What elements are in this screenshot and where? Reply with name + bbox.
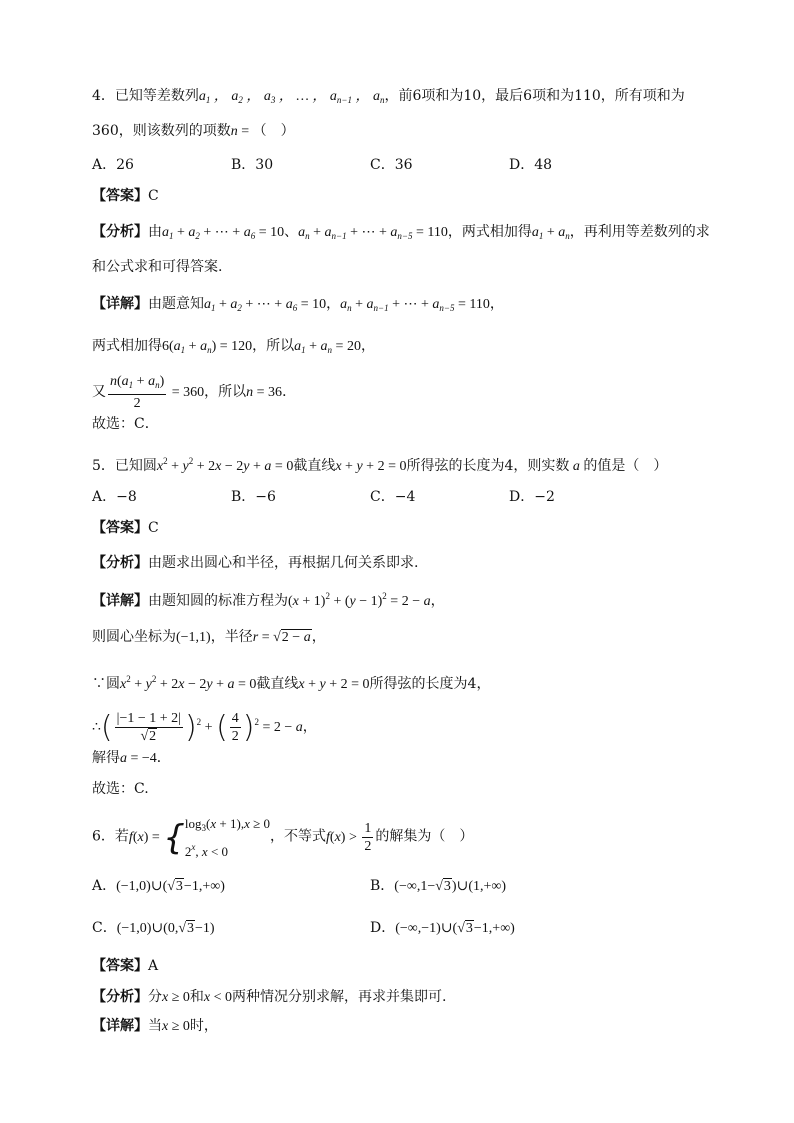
q5-center-coord: (−1,1) [176, 630, 211, 645]
q5-choice: 故选：C. [92, 781, 149, 797]
q4-analysis-mid: ，两式相加得 [447, 224, 532, 240]
q5-detail-line4 [92, 700, 317, 750]
q6-case2: x < 0 [203, 990, 233, 1005]
q4-option-a: A．26 [92, 157, 134, 173]
q5-stem-mid1: 截直线 [293, 458, 336, 474]
q4-step3-pre: 又 [92, 384, 106, 400]
q5-var-a: a [569, 459, 584, 474]
q4-sequence-terms: $a_1$ ， $a_2$ ， $a_3$ ， … ， $a_{n-1}$ ， $a_n$ [198, 89, 385, 105]
q6-option-a-label: A． [92, 878, 117, 894]
q4-analysis-pre: 由 [148, 224, 162, 240]
q5-stem-pre: 5．已知圆 [92, 458, 157, 474]
q5-stem-post: 的值是（ ） [583, 458, 668, 474]
q4-blank: （ ） [252, 123, 295, 139]
q6-analysis-label: 【分析】 [92, 989, 148, 1005]
q4-analysis-eq1: $a_1 + a_2$ + ⋯ + $a_6 = 10$ [162, 225, 285, 241]
q6-detail-post: 时， [189, 1018, 218, 1034]
q5-because-pre: 圆 [106, 676, 120, 692]
q5-because-icon: ∵ [92, 676, 106, 692]
q4-answer-value: C [148, 188, 159, 204]
q4-analysis-sum: $a_1 + a_n$ [531, 225, 570, 241]
q4-detail-sep: ， [326, 296, 341, 312]
q6-answer [92, 956, 158, 976]
q5-solve-end: ． [156, 750, 171, 766]
q6-detail [92, 1016, 218, 1037]
q6-option-b-set: (−∞,1−√3)∪(1,+∞) [394, 879, 507, 894]
q4-step2-mid: ，所以 [252, 338, 295, 354]
q5-radius: r = √2 − a [252, 630, 311, 645]
q6-option-d-label: D． [370, 920, 396, 936]
q6-detail-label: 【详解】 [92, 1018, 148, 1034]
q6-analysis-post: 两种情况分别求解，再求并集即可. [232, 989, 447, 1005]
q5-because-mid: 截直线 [256, 676, 299, 692]
q5-detail-line1 [92, 586, 445, 612]
q5-option-a: A．−8 [92, 489, 137, 505]
q5-detail-line5 [92, 748, 171, 769]
q6-option-c-label: C． [92, 920, 117, 936]
q5-detail-line3 [92, 669, 490, 695]
q6-analysis-mid: 和 [189, 989, 204, 1005]
q5-answer-label: 【答案】 [92, 520, 148, 536]
q6-stem-pre: 6．若 [92, 828, 129, 845]
q6-stem-post: 的解集为（ ） [375, 828, 474, 845]
q5-analysis-label: 【分析】 [92, 555, 148, 571]
q6-option-c-set: (−1,0)∪(0,√3−1) [116, 921, 215, 936]
q4-n-result: n = 36 [246, 385, 283, 400]
q4-option-d: D．48 [509, 157, 553, 173]
q4-choice: 故选：C． [92, 416, 159, 432]
q4-detail-eq2: $a_n + a_{n-1}$ + ⋯ + $a_{n-5} = 110$ [340, 297, 490, 313]
q5-therefore-icon: ∴ [92, 719, 101, 735]
q6-detail-case: x ≥ 0 [162, 1019, 190, 1034]
q4-sum-fraction: $\frac{n(a_1 + a_n)}{2}$ [110, 373, 165, 411]
q5-analysis-text: 由题求出圆心和半径，再根据几何关系即求. [148, 555, 419, 571]
q5-because-post: 所得弦的长度为4， [369, 676, 491, 692]
q4-detail-eq1: $a_1 + a_2$ + ⋯ + $a_6 = 10$ [204, 297, 327, 313]
q5-stem-mid2: 所得弦的长度为4，则实数 [406, 458, 570, 474]
q6-analysis [92, 987, 446, 1008]
q4-analysis-line2: 和公式求和可得答案. [92, 259, 223, 275]
q4-detail-label: 【详解】 [92, 296, 148, 312]
q5-center-mid: ，半径 [210, 629, 253, 645]
q5-detail-pre: 由题知圆的标准方程为 [148, 593, 288, 609]
q4-step3-mid: ，所以 [204, 384, 247, 400]
q4-step3-end: ． [282, 384, 297, 400]
q4-step2-end: ， [360, 338, 375, 354]
q6-stem-mid: ，不等式 [270, 828, 326, 845]
q6-answer-value: A [148, 958, 159, 974]
q5-standard-eq: $(x + 1)^2 + (y - 1)^2 = 2 - a$ [288, 591, 431, 609]
q5-stem-line1 [92, 451, 667, 477]
q5-answer [92, 518, 159, 538]
q6-option-b-label: B． [370, 878, 395, 894]
q5-center-pre: 则圆心坐标为 [92, 629, 176, 645]
q6-case1: x ≥ 0 [162, 990, 190, 1005]
q4-stem-line1 [92, 86, 685, 110]
q6-option-a [92, 876, 225, 897]
q4-option-c: C．36 [370, 157, 413, 173]
q5-option-b: B．−6 [231, 489, 276, 505]
q4-step2-eq: $6(a_1 + a_n) = 120$ [162, 339, 253, 355]
q5-line-eq: x + y + 2 = 0 [335, 459, 407, 474]
q4-stem-conditions: ，前6项和为10，最后6项和为110，所有项和为 [384, 88, 685, 104]
q6-analysis-pre: 分 [148, 989, 162, 1005]
q4-analysis-line1 [92, 222, 710, 246]
q6-option-d-set: (−∞,−1)∪(√3−1,+∞) [395, 921, 515, 936]
q4-stem-text2: 360，则该数列的项数 [92, 123, 231, 139]
q5-solve-result: a = −4 [120, 751, 157, 766]
q5-distance-eq: ( $\frac{|-1 - 1 + 2|}{√2}$ )$^2$ + ( $\frac{4}{2}$ )$^2$ = 2 − a [100, 709, 303, 745]
q4-answer [92, 186, 159, 206]
q4-detail-line3 [92, 372, 296, 413]
q4-analysis-label: 【分析】 [92, 224, 148, 240]
q5-detail-end: ， [430, 593, 445, 609]
q4-stem-text: 4．已知等差数列 [92, 88, 199, 104]
q6-option-a-set: (−1,0)∪(√3−1,+∞) [116, 879, 225, 894]
q6-inequality: f(x) > $\frac{1}{2}$ [326, 821, 372, 854]
q6-option-c [92, 918, 215, 939]
q4-detail-line2 [92, 336, 375, 360]
q4-answer-label: 【答案】 [92, 188, 148, 204]
q5-analysis [92, 553, 418, 573]
q4-detail-end: ， [489, 296, 504, 312]
q5-answer-value: C [148, 520, 159, 536]
q4-step2-result: $a_1 + a_n = 20$ [294, 339, 361, 355]
q6-answer-label: 【答案】 [92, 958, 148, 974]
q4-option-b: B．30 [231, 157, 274, 173]
q4-analysis-eq2: $a_n + a_{n-1}$ + ⋯ + $a_{n-5} = 110$ [298, 225, 448, 241]
q5-solve-pre: 解得 [92, 750, 120, 766]
q4-analysis-sep: 、 [284, 224, 299, 240]
q4-sum-value: = 360 [168, 385, 205, 400]
q5-option-d: D．−2 [509, 489, 555, 505]
q4-analysis-post: ，再利用等差数列的求 [569, 224, 710, 240]
q6-detail-pre: 当 [148, 1018, 162, 1034]
q6-option-b [370, 876, 506, 897]
q6-option-d [370, 918, 515, 939]
q5-therefore-end: ， [302, 719, 317, 735]
q6-function-def: f(x) = { $\log_3(x + 1),x \ge 0$ 2$^x$, x < 0 [128, 816, 270, 859]
q5-option-c: C．−4 [370, 489, 416, 505]
q6-stem-line1 [92, 814, 473, 861]
q5-detail-line2 [92, 627, 326, 648]
q5-circle-eq: $x^2 + y^2 + 2x - 2y + a = 0$ [156, 456, 294, 474]
q5-because-line: x + y + 2 = 0 [298, 677, 370, 692]
q5-because-circle: $x^2 + y^2 + 2x - 2y + a = 0$ [120, 674, 257, 692]
q4-n-equals: n [230, 124, 238, 139]
q5-center-end: ， [311, 629, 326, 645]
q5-detail-label: 【详解】 [92, 593, 148, 609]
q4-detail-line1 [92, 294, 504, 318]
q4-step2-pre: 两式相加得 [92, 338, 162, 354]
q4-stem-line2: 360，则该数列的项数n = （ ） [92, 123, 295, 139]
q4-detail-pre: 由题意知 [148, 296, 204, 312]
